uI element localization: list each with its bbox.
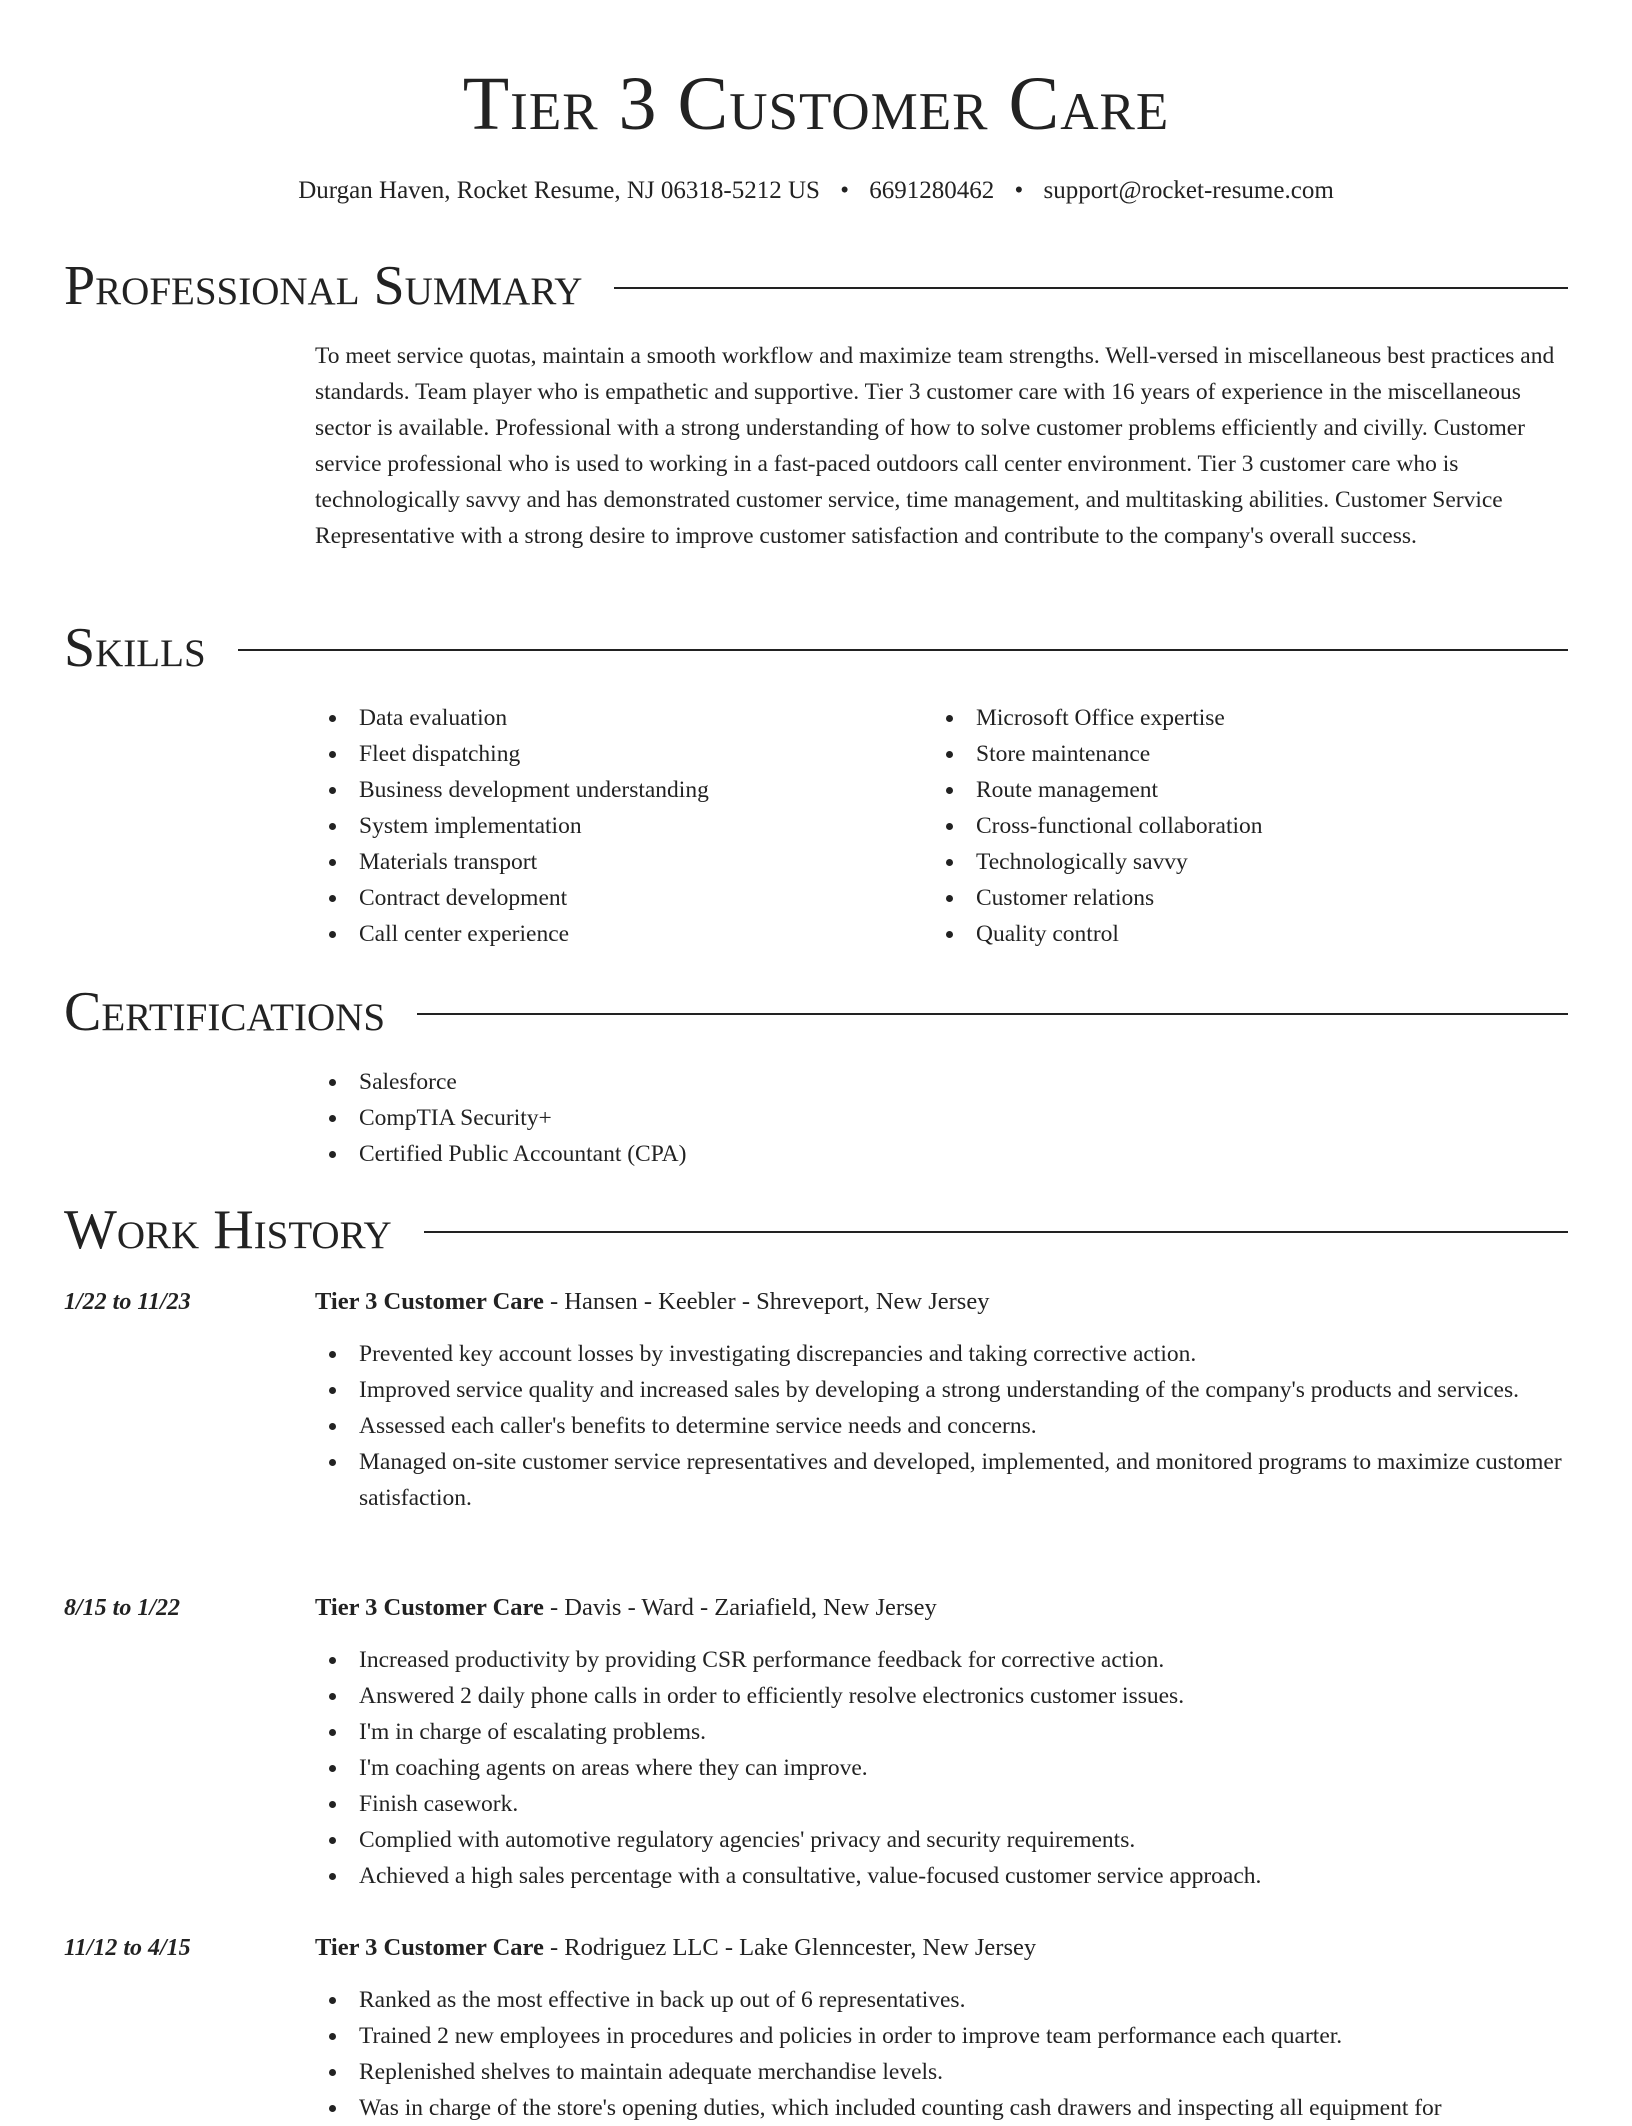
contact-phone: 6691280462: [869, 177, 995, 204]
skill-item: Call center experience: [315, 916, 915, 952]
job-bullet: Complied with automotive regulatory agencies' privacy and security requirements.: [315, 1822, 1568, 1858]
summary-text: To meet service quotas, maintain a smooth workflow and maximize team strengths. Well-versed in miscellaneous best practices and standards. Team player who is empathetic and supportive. Tier 3 customer care with 16 years of experience in the miscellaneous sector is available. Professional with a strong understanding of how to solve customer problems efficiently and civilly. Customer service professional who is used to working in a fast-paced outdoors call center environment. Tier 3 customer care who is technologically savvy and has demonstrated customer service, time management, and multitasking abilities. Customer Service Representative with a strong desire to improve customer satisfaction and contribute to the company's overall success.: [315, 343, 1555, 549]
section-divider: [417, 1013, 1568, 1015]
contact-email: support@rocket-resume.com: [1043, 177, 1334, 204]
job-company: - Hansen - Keebler - Shreveport, New Jersey: [543, 1288, 990, 1315]
section-divider: [424, 1231, 1568, 1233]
job-role: Tier 3 Customer Care: [315, 1288, 544, 1315]
skills-heading: Skills: [64, 617, 206, 679]
section-divider: [614, 287, 1568, 289]
job-company: - Rodriguez LLC - Lake Glenncester, New Jersey: [543, 1934, 1037, 1961]
job-bullets: [315, 1982, 1568, 2126]
certifications-heading: Certifications: [64, 981, 386, 1043]
job-bullet: Replenished shelves to maintain adequate merchandise levels.: [315, 2054, 1568, 2090]
job-bullets: [315, 1642, 1568, 1894]
job-bullet: Answered 2 daily phone calls in order to efficiently resolve electronics customer issues.: [315, 1678, 1568, 1714]
job-bullet: Improved service quality and increased sales by developing a strong understanding of the company's products and services.: [315, 1372, 1568, 1408]
skill-item: Materials transport: [315, 844, 915, 880]
skill-item: Fleet dispatching: [315, 736, 915, 772]
certification-item: Salesforce: [315, 1064, 1215, 1100]
contact-separator: •: [840, 177, 849, 204]
job-bullet: Trained 2 new employees in procedures and policies in order to improve team performance each quarter.: [315, 2018, 1568, 2054]
job-bullet: Prevented key account losses by investigating discrepancies and taking corrective action.: [315, 1336, 1568, 1372]
job-role: Tier 3 Customer Care: [315, 1594, 544, 1621]
work-history-heading: Work History: [64, 1199, 392, 1261]
skills-list-left: [315, 700, 915, 952]
certifications-section-header: [64, 980, 1568, 1044]
certification-item: CompTIA Security+: [315, 1100, 1215, 1136]
job-title-line: [315, 1284, 1568, 1320]
job-bullet: Achieved a high sales percentage with a consultative, value-focused customer service approach.: [315, 1858, 1568, 1894]
skill-item: Microsoft Office expertise: [932, 700, 1532, 736]
job-dates: 1/22 to 11/23: [64, 1289, 191, 1315]
skill-item: Technologically savvy: [932, 844, 1532, 880]
job-bullets: [315, 1336, 1568, 1516]
job-bullet: Finish casework.: [315, 1786, 1568, 1822]
skill-item: System implementation: [315, 808, 915, 844]
job-bullet: Ranked as the most effective in back up out of 6 representatives.: [315, 1982, 1568, 2018]
skill-item: Business development understanding: [315, 772, 915, 808]
job-dates: 11/12 to 4/15: [64, 1935, 191, 1961]
certifications-list: [315, 1064, 1215, 1172]
skill-item: Data evaluation: [315, 700, 915, 736]
job-dates: 8/15 to 1/22: [64, 1595, 181, 1621]
skill-item: Cross-functional collaboration: [932, 808, 1532, 844]
certification-item: Certified Public Accountant (CPA): [315, 1136, 1215, 1172]
job-bullet: Was in charge of the store's opening duties, which included counting cash drawers and inspecting all equipment for: [315, 2090, 1568, 2126]
job-bullet: Increased productivity by providing CSR performance feedback for corrective action.: [315, 1642, 1568, 1678]
page-title: Tier 3 Customer Care: [462, 62, 1170, 146]
skill-item: Contract development: [315, 880, 915, 916]
skills-section-header: [64, 616, 1568, 680]
job-role: Tier 3 Customer Care: [315, 1934, 544, 1961]
job-company: - Davis - Ward - Zariafield, New Jersey: [543, 1594, 937, 1621]
contact-line: [0, 174, 1632, 208]
job-bullet: Managed on-site customer service representatives and developed, implemented, and monitored programs to maximize customer satisfaction.: [315, 1444, 1568, 1516]
job-bullet: I'm in charge of escalating problems.: [315, 1714, 1568, 1750]
job-title-line: [315, 1590, 1568, 1626]
work-history-section-header: [64, 1198, 1568, 1262]
skill-item: Quality control: [932, 916, 1532, 952]
skill-item: Customer relations: [932, 880, 1532, 916]
job-bullet: I'm coaching agents on areas where they can improve.: [315, 1750, 1568, 1786]
summary-section-header: [64, 254, 1568, 318]
contact-address: Durgan Haven, Rocket Resume, NJ 06318-5212 US: [298, 177, 820, 204]
skill-item: Store maintenance: [932, 736, 1532, 772]
job-bullet: Assessed each caller's benefits to determine service needs and concerns.: [315, 1408, 1568, 1444]
job-title-line: [315, 1930, 1568, 1966]
contact-separator: •: [1014, 177, 1024, 204]
summary-heading: Professional Summary: [64, 255, 583, 317]
skills-list-right: [932, 700, 1532, 952]
skill-item: Route management: [932, 772, 1532, 808]
section-divider: [238, 649, 1568, 651]
